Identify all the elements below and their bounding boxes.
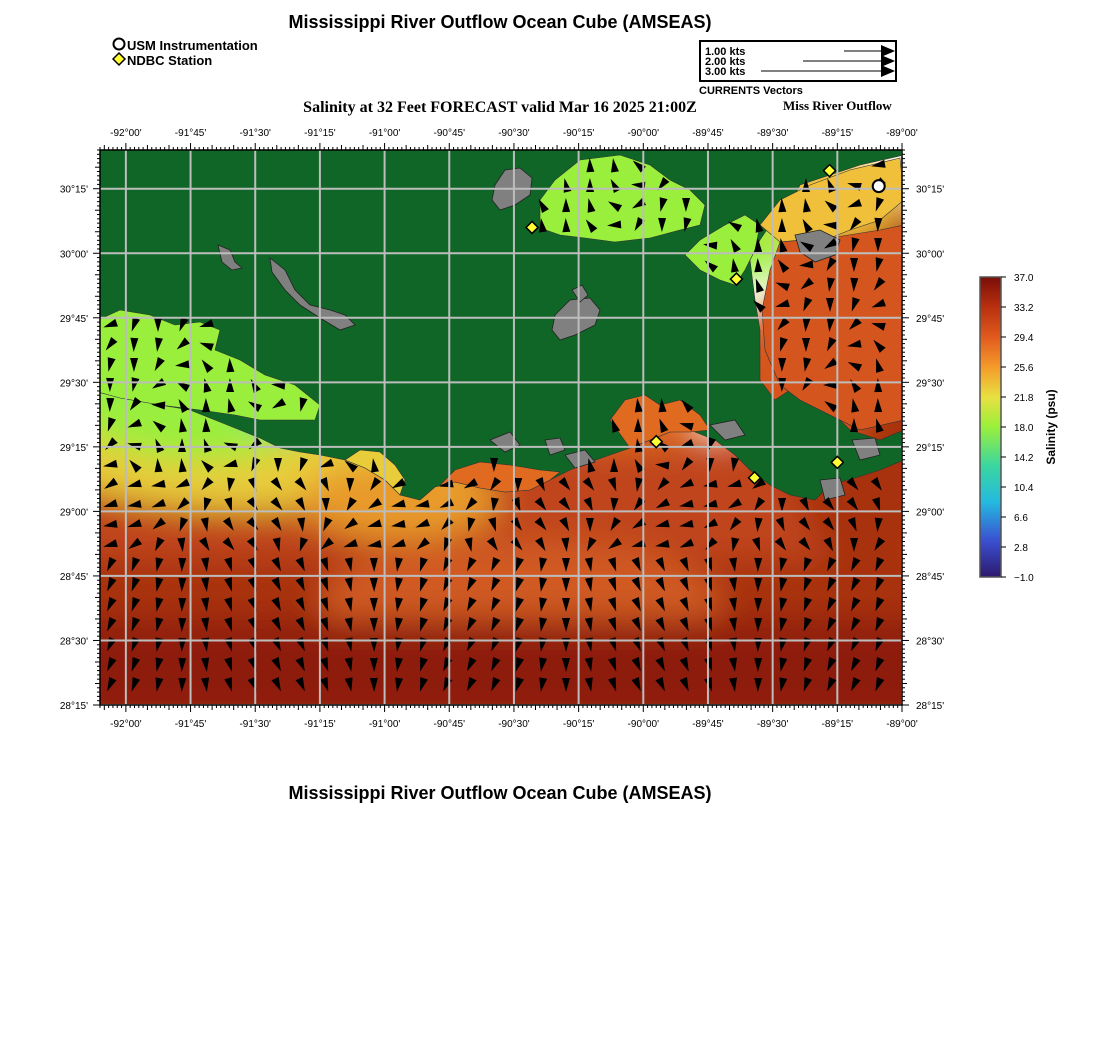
colorbar-tick-label: 18.0 [1014,423,1034,434]
lat-tick-label: 29°15' [916,442,945,454]
colorbar-ticks [1001,273,1034,584]
colorbar-bar [980,277,1001,577]
colorbar-label: Salinity (psu) [1044,389,1058,465]
map-title: Mississippi River Outflow Ocean Cube (AMSEAS) [288,12,712,32]
lat-tick-label: 30°00' [59,249,88,261]
lat-tick-label: 29°45' [916,313,945,325]
lat-tick-label: 29°30' [59,378,88,390]
vector-key-entry-2: 2.00 kts [705,56,746,68]
lat-tick-label: 30°15' [59,184,88,196]
lon-tick-label: -91°45' [174,719,207,730]
lon-tick-label: -90°45' [433,719,466,730]
lat-tick-label: 30°00' [916,249,945,261]
lat-tick-label: 29°45' [59,313,88,325]
lon-tick-label: -91°15' [304,128,336,139]
lat-tick-label: 28°30' [916,636,945,648]
colorbar-tick-label: 33.2 [1014,303,1034,314]
lon-tick-label: -91°15' [304,719,336,730]
colorbar-tick-label: 37.0 [1014,273,1034,284]
lon-tick-label: -89°30' [756,719,789,730]
lon-tick-label: -89°30' [756,128,789,139]
vector-key-entry-1: 1.00 kts [705,46,746,58]
lat-tick-label: 29°15' [59,442,88,454]
colorbar-tick-label: −1.0 [1014,573,1034,584]
vector-key-entry-3: 3.00 kts [705,66,746,78]
lon-labels-top [110,128,918,139]
colorbar-tick-label: 10.4 [1014,483,1034,494]
legend-usm-label: USM Instrumentation [127,38,258,53]
lon-tick-label: -89°45' [692,719,724,730]
map-credit: Miss River Outflow [783,98,892,113]
colorbar-tick-label: 6.6 [1014,513,1028,524]
lon-tick-label: -89°15' [821,128,854,139]
lon-tick-label: -92°00' [110,719,142,730]
lat-tick-label: 30°15' [916,184,945,196]
lon-tick-label: -91°30' [239,719,271,730]
lon-tick-label: -90°00' [627,719,660,730]
map-field [20,148,960,740]
lon-tick-label: -91°45' [174,128,207,139]
lat-tick-label: 29°00' [916,507,945,519]
colorbar-tick-label: 21.8 [1014,393,1034,404]
colorbar-tick-label: 14.2 [1014,453,1034,464]
lat-tick-label: 28°45' [916,571,945,583]
lat-tick-label: 29°30' [916,378,945,390]
colorbar-tick-label: 25.6 [1014,363,1034,374]
lon-tick-label: -90°30' [498,719,530,730]
lon-tick-label: -89°45' [692,128,724,139]
lon-tick-label: -91°30' [239,128,271,139]
lon-tick-label: -91°00' [368,128,401,139]
lon-tick-label: -91°00' [368,719,401,730]
lon-tick-label: -90°00' [627,128,660,139]
lower-map-title: Mississippi River Outflow Ocean Cube (AMSEAS) [288,783,712,803]
lon-tick-label: -90°15' [562,128,595,139]
legend-ndbc-label: NDBC Station [127,53,213,68]
lon-tick-label: -90°45' [433,128,466,139]
lon-tick-label: -90°30' [498,128,530,139]
map-subtitle: Salinity at 32 Feet FORECAST valid Mar 16 2025 21:00Z [303,99,697,116]
lon-labels-bottom [110,719,918,730]
lon-tick-label: -92°00' [110,128,142,139]
vector-key-title: CURRENTS Vectors [699,85,803,97]
lat-labels-right [916,185,944,712]
colorbar-tick-label: 29.4 [1014,333,1034,344]
lon-tick-label: -89°00' [886,128,918,139]
lat-tick-label: 28°30' [59,636,88,648]
lon-tick-label: -90°15' [562,719,595,730]
usm-station-marker [873,180,885,192]
lon-tick-label: -89°00' [886,719,918,730]
lat-tick-label: 29°00' [59,507,88,519]
lon-tick-label: -89°15' [821,719,854,730]
colorbar-tick-label: 2.8 [1014,543,1028,554]
lat-tick-label: 28°45' [59,571,88,583]
lat-tick-label: 28°15' [59,701,88,712]
lat-tick-label: 28°15' [916,701,945,712]
lat-labels-left [60,185,88,712]
